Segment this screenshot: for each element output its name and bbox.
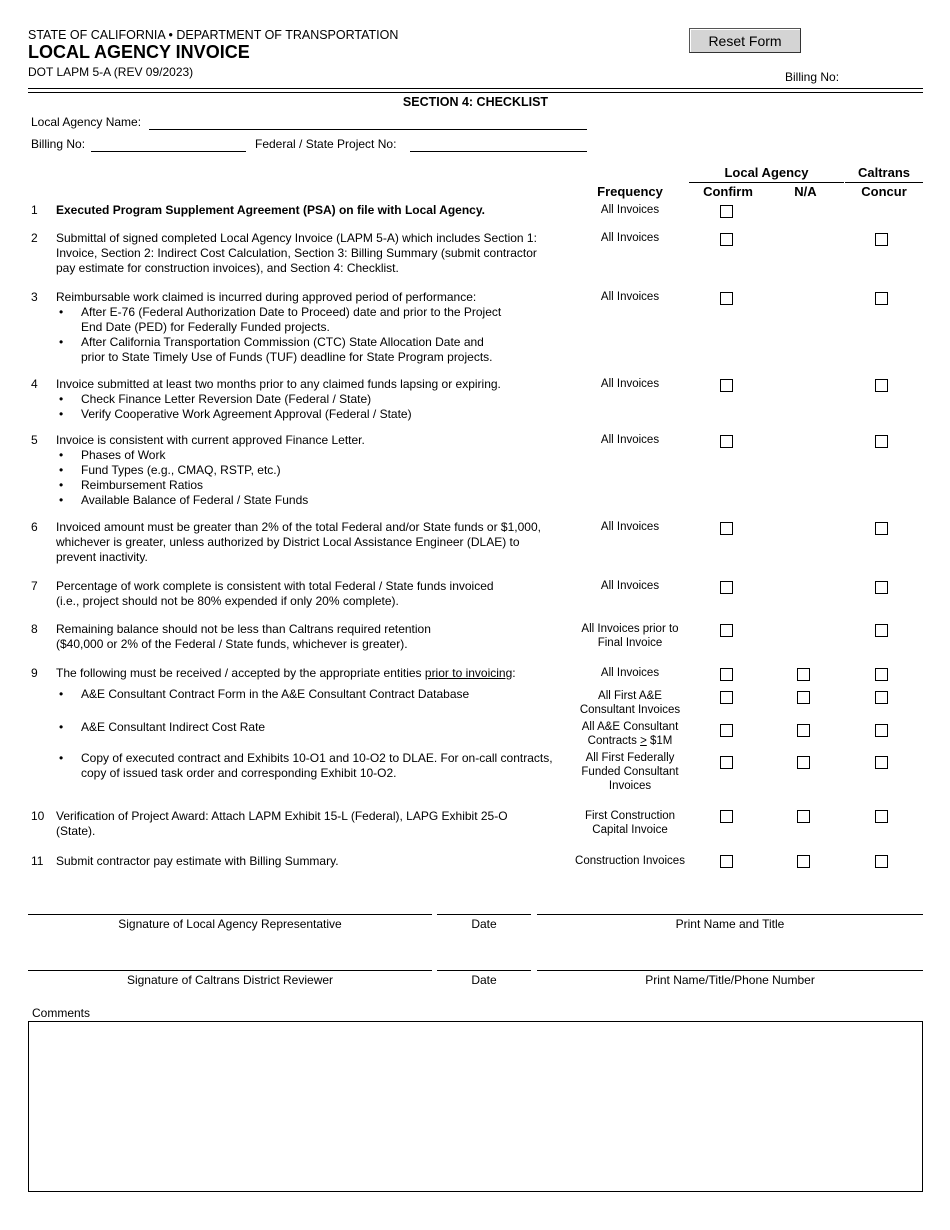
item-frequency: All Invoices xyxy=(600,378,660,390)
item-number: 10 xyxy=(31,809,45,823)
header-divider xyxy=(28,88,923,89)
checklist-subitem-text: • A&E Consultant Indirect Cost Rate xyxy=(56,720,566,735)
item-9a-confirm-checkbox[interactable] xyxy=(720,691,733,704)
item-7-confirm-checkbox[interactable] xyxy=(720,581,733,594)
local-signature-line[interactable] xyxy=(28,914,432,915)
item-frequency: First Construction Capital Invoice xyxy=(584,810,676,836)
checklist-item-text: Invoice submitted at least two months prior to any claimed funds lapsing or expiring. • Check Finance Letter Reversion Date (Federal / State) • Verify Cooperative Work Agreement Approval (Federal / State) xyxy=(56,377,566,422)
item-number: 1 xyxy=(31,203,38,217)
item-7-concur-checkbox[interactable] xyxy=(875,581,888,594)
project-no-field[interactable] xyxy=(410,138,587,152)
item-5-confirm-checkbox[interactable] xyxy=(720,435,733,448)
local-agency-column-header: Local Agency xyxy=(724,165,809,180)
local-date-line[interactable] xyxy=(437,914,531,915)
caltrans-signature-line[interactable] xyxy=(28,970,432,971)
item-number: 7 xyxy=(31,579,38,593)
comments-textarea[interactable] xyxy=(28,1021,923,1192)
local-agency-header-rule xyxy=(689,182,844,183)
checklist-item-text: Reimbursable work claimed is incurred during approved period of performance: • After E-76 (Federal Authorization Date to Proceed) date and prior to the Project End Date (PED) for Federally Funded projects. • After California Transportation Commission (CTC) State Allocation Date and prior to State Timely Use of Funds (TUF) deadline for State Program projects. xyxy=(56,290,566,365)
item-11-concur-checkbox[interactable] xyxy=(875,855,888,868)
subitem-frequency: All A&E Consultant Contracts > $1M xyxy=(581,721,679,747)
item-11-confirm-checkbox[interactable] xyxy=(720,855,733,868)
billing-no-label: Billing No: xyxy=(31,137,86,151)
subitem-frequency: All First Federally Funded Consultant Invoices xyxy=(581,752,679,792)
checklist-item-text: Verification of Project Award: Attach LAPM Exhibit 15-L (Federal), LAPG Exhibit 25-O (State). xyxy=(56,809,508,838)
checklist-subitem-text: • Copy of executed contract and Exhibits 10-O1 and 10-O2 to DLAE. For on-call contracts, copy of issued task order and corresponding Exhibit 10-O2. xyxy=(56,751,566,781)
checklist-item-text: The following must be received / accepted by the appropriate entities prior to invoicing: xyxy=(56,666,516,680)
item-frequency: All Invoices xyxy=(600,232,660,244)
item-number: 3 xyxy=(31,290,38,304)
item-9b-concur-checkbox[interactable] xyxy=(875,724,888,737)
caltrans-header-rule xyxy=(845,182,923,183)
item-9-na-checkbox[interactable] xyxy=(797,668,810,681)
item-frequency: All Invoices xyxy=(600,204,660,216)
item-1-confirm-checkbox[interactable] xyxy=(720,205,733,218)
item-2-confirm-checkbox[interactable] xyxy=(720,233,733,246)
na-column-header: N/A xyxy=(794,184,817,199)
item-9b-na-checkbox[interactable] xyxy=(797,724,810,737)
checklist-item-text: Invoiced amount must be greater than 2% of the total Federal and/or State funds or $1,000, whichever is greater, unless authorized by District Local Assistance Engineer (DLAE) to prevent inactivity. xyxy=(56,520,541,564)
local-print-name-label: Print Name and Title xyxy=(675,917,785,931)
item-6-concur-checkbox[interactable] xyxy=(875,522,888,535)
item-frequency: All Invoices xyxy=(600,291,660,303)
checklist-subitem-text: • A&E Consultant Contract Form in the A&E Consultant Contract Database xyxy=(56,687,566,702)
form-number: DOT LAPM 5-A (REV 09/2023) xyxy=(28,65,194,79)
item-frequency: All Invoices xyxy=(600,521,660,533)
header-divider-double xyxy=(28,92,923,93)
section-title: SECTION 4: CHECKLIST xyxy=(402,95,549,109)
comments-label: Comments xyxy=(32,1006,91,1020)
caltrans-print-name-label: Print Name/Title/Phone Number xyxy=(645,973,815,987)
item-5-concur-checkbox[interactable] xyxy=(875,435,888,448)
caltrans-signature-label: Signature of Caltrans District Reviewer xyxy=(126,973,334,987)
item-4-confirm-checkbox[interactable] xyxy=(720,379,733,392)
item-9a-concur-checkbox[interactable] xyxy=(875,691,888,704)
item-9b-confirm-checkbox[interactable] xyxy=(720,724,733,737)
item-2-concur-checkbox[interactable] xyxy=(875,233,888,246)
caltrans-column-header: Caltrans xyxy=(857,165,911,180)
item-9-confirm-checkbox[interactable] xyxy=(720,668,733,681)
item-number: 6 xyxy=(31,520,38,534)
reset-form-button[interactable]: Reset Form xyxy=(689,28,801,53)
subitem-frequency: All First A&E Consultant Invoices xyxy=(579,690,681,716)
item-number: 4 xyxy=(31,377,38,391)
checklist-item-text: Submittal of signed completed Local Agency Invoice (LAPM 5-A) which includes Section 1: Invoice, Section 2: Indirect Cost Calculation, Section 3: Billing Summary (submit contractor pay estimate for construction invoices), and Section 4: Checklist. xyxy=(56,231,537,275)
item-9-concur-checkbox[interactable] xyxy=(875,668,888,681)
agency-heading: STATE OF CALIFORNIA • DEPARTMENT OF TRANSPORTATION xyxy=(28,28,399,42)
confirm-column-header: Confirm xyxy=(703,184,753,199)
checklist-item-text: Executed Program Supplement Agreement (PSA) on file with Local Agency. xyxy=(56,203,485,217)
item-9c-na-checkbox[interactable] xyxy=(797,756,810,769)
billing-no-field[interactable] xyxy=(91,138,246,152)
item-frequency: All Invoices prior to Final Invoice xyxy=(581,623,679,649)
item-number: 9 xyxy=(31,666,38,680)
item-10-confirm-checkbox[interactable] xyxy=(720,810,733,823)
local-date-label: Date xyxy=(471,917,497,931)
item-10-concur-checkbox[interactable] xyxy=(875,810,888,823)
project-no-label: Federal / State Project No: xyxy=(255,137,397,151)
form-title: LOCAL AGENCY INVOICE xyxy=(28,42,250,62)
concur-column-header: Concur xyxy=(861,184,907,199)
item-9c-confirm-checkbox[interactable] xyxy=(720,756,733,769)
item-9c-concur-checkbox[interactable] xyxy=(875,756,888,769)
checklist-item-text: Invoice is consistent with current approved Finance Letter. • Phases of Work • Fund Types (e.g., CMAQ, RSTP, etc.) • Reimbursement Ratios • Available Balance of Federal / State Funds xyxy=(56,433,566,508)
item-frequency: All Invoices xyxy=(600,580,660,592)
frequency-column-header: Frequency xyxy=(597,184,663,199)
item-8-concur-checkbox[interactable] xyxy=(875,624,888,637)
item-8-confirm-checkbox[interactable] xyxy=(720,624,733,637)
item-10-na-checkbox[interactable] xyxy=(797,810,810,823)
item-number: 8 xyxy=(31,622,38,636)
item-frequency: All Invoices xyxy=(600,434,660,446)
local-agency-name-field[interactable] xyxy=(149,116,587,130)
item-number: 5 xyxy=(31,433,38,447)
checklist-item-text: Percentage of work complete is consistent with total Federal / State funds invoiced (i.e., project should not be 80% expended if only 20% complete). xyxy=(56,579,494,608)
item-11-na-checkbox[interactable] xyxy=(797,855,810,868)
item-3-confirm-checkbox[interactable] xyxy=(720,292,733,305)
caltrans-date-line[interactable] xyxy=(437,970,531,971)
item-frequency: All Invoices xyxy=(600,667,660,679)
local-agency-name-label: Local Agency Name: xyxy=(31,115,142,129)
checklist-item-text: Remaining balance should not be less than Caltrans required retention ($40,000 or 2% of the Federal / State funds, whichever is greater). xyxy=(56,622,431,651)
item-9a-na-checkbox[interactable] xyxy=(797,691,810,704)
caltrans-date-label: Date xyxy=(471,973,497,987)
local-print-name-line[interactable] xyxy=(537,914,923,915)
billing-no-header-label: Billing No: xyxy=(785,70,840,84)
item-number: 2 xyxy=(31,231,38,245)
item-3-concur-checkbox[interactable] xyxy=(875,292,888,305)
item-number: 11 xyxy=(31,854,44,868)
item-frequency: Construction Invoices xyxy=(575,855,685,867)
local-signature-label: Signature of Local Agency Representative xyxy=(118,917,342,931)
item-4-concur-checkbox[interactable] xyxy=(875,379,888,392)
caltrans-print-name-line[interactable] xyxy=(537,970,923,971)
item-6-confirm-checkbox[interactable] xyxy=(720,522,733,535)
checklist-item-text: Submit contractor pay estimate with Billing Summary. xyxy=(56,854,339,868)
